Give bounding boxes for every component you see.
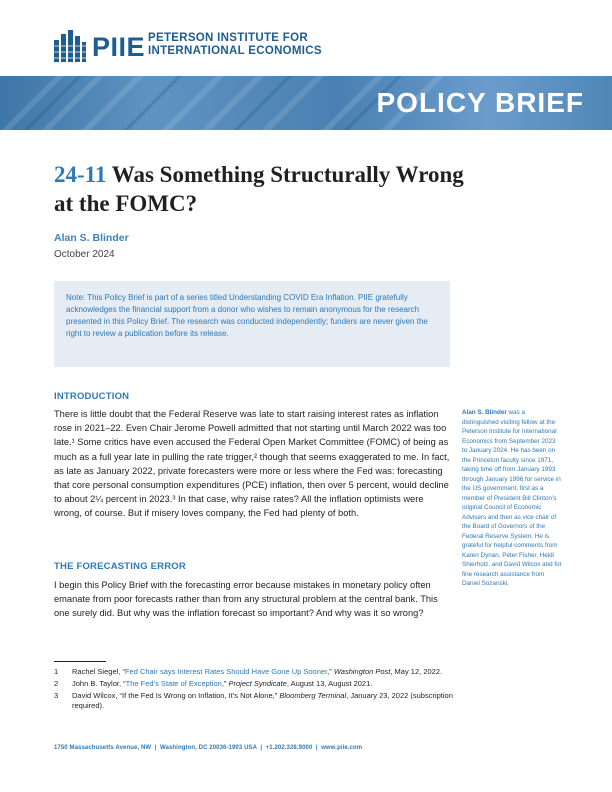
footnote-1: [54, 667, 454, 678]
brief-number: 24-11: [54, 162, 107, 187]
footnote-number: 2: [54, 678, 59, 688]
footnote-text: ,”: [327, 667, 334, 676]
footnote-text: ,”: [221, 678, 229, 688]
piie-logo[interactable]: [52, 28, 352, 64]
brief-title: Was Something Structurally Wrong at the FOMC?: [54, 162, 464, 216]
author-name: Alan S. Blinder: [54, 232, 129, 244]
page-footer: 1750 Massachusetts Avenue, NW | Washington, DC 20036-1903 USA | +1.202.328.9000 | www.piie.com: [54, 745, 363, 751]
org-name-line2: INTERNATIONAL ECONOMICS: [148, 45, 322, 57]
banner-title: POLICY BRIEF: [376, 87, 584, 118]
footnote-link[interactable]: The Fed’s State of Exception: [125, 678, 222, 688]
introduction-paragraph: There is little doubt that the Federal Reserve was late to start raising interest rates as inflation rose in 2021–22. Even Chair Jerome Powell admitted that not starting until March 2022 was too late.¹ Some critics have even accused the Federal Open Market Committee (FOMC) of being as much as a full year late in pulling the rate trigger,² though that seems exaggerated to me. In fact, as late as January 2022, private forecasters were more or less where the Fed was: forecasting that core personal consumption expenditures (PCE) inflation, then over 5 percent, would decline to about 2¼ percent in 2023.³ In that case, why raise rates? All the inflation optimists were wrong, of course. But if misery loves company, the Fed had plenty of both.: [54, 409, 450, 519]
footnote-2: [54, 679, 454, 690]
footnote-number: 3: [54, 690, 59, 700]
policy-brief-banner: [0, 76, 612, 130]
org-name: [148, 32, 322, 58]
footnote-text: David Wilcox, “If the Fed Is Wrong on Inflation, It’s Not Alone,”: [72, 690, 280, 700]
author-bio-sidebar: [462, 408, 562, 589]
footnote-text: John B. Taylor, “: [72, 678, 126, 688]
forecasting-error-paragraph: I begin this Policy Brief with the forecasting error because mistakes in monetary policy often emanate from poor forecasts rather than from any structural problem at the central bank. This one surely did. But why was the inflation forecast so important? And why was it so wrong?: [54, 580, 438, 619]
bio-author-name: Alan S. Blinder: [462, 409, 507, 416]
footnote-text: , January 23, 2022 (subscription required).: [72, 690, 453, 711]
footnote-publication: Washington Post: [333, 667, 391, 676]
footnotes: [54, 667, 454, 713]
footnote-number: 1: [54, 667, 59, 676]
footnote-link[interactable]: Fed Chair says Interest Rates Should Have Gone Up Sooner: [124, 667, 328, 676]
note-box: [54, 281, 450, 367]
publication-date: October 2024: [54, 249, 115, 260]
section-heading-introduction: INTRODUCTION: [54, 391, 130, 402]
logo-abbr: PIIE: [92, 32, 146, 62]
footnote-publication: Project Syndicate: [228, 678, 287, 688]
piie-logo-icon: [52, 28, 88, 64]
section-heading-forecasting-error: THE FORECASTING ERROR: [54, 561, 186, 572]
org-name-line1: PETERSON INSTITUTE FOR: [148, 32, 308, 44]
footnote-text: Rachel Siegel, “: [72, 667, 125, 676]
footnote-text: , August 13, August 2021.: [286, 678, 373, 688]
footnote-text: , May 12, 2022.: [390, 667, 443, 676]
bio-text: was a distinguished visiting fellow at the Peterson Institute for International Economics from September 2023 to January 2024. He has been on the Princeton faculty since 1971, taking time off from January 1993 through January 1996 for service in the US government, first as a member of President Bill Clinton’s original Council of Economic Advisers and then as vice chair of the Board of Governors of the Federal Reserve System. He is grateful for helpful comments from Karen Dynan, Peter Fisher, Heidi Shierholz, and David Wilcox and for fine research assistance from Daniel Sozanski.: [462, 409, 562, 587]
page-title: [54, 160, 474, 218]
footnote-publication: Bloomberg Terminal: [279, 690, 347, 700]
footnote-divider: [54, 661, 106, 662]
footnote-3: [54, 691, 454, 713]
note-text: Note: This Policy Brief is part of a series titled Understanding COVID Era Inflation. PIIE gratefully acknowledges the financial support from a donor who wishes to remain anonymous for the research presented in this Policy Brief. The research was conducted independently; funders are never given the right to review a publication before its release.: [66, 293, 428, 338]
